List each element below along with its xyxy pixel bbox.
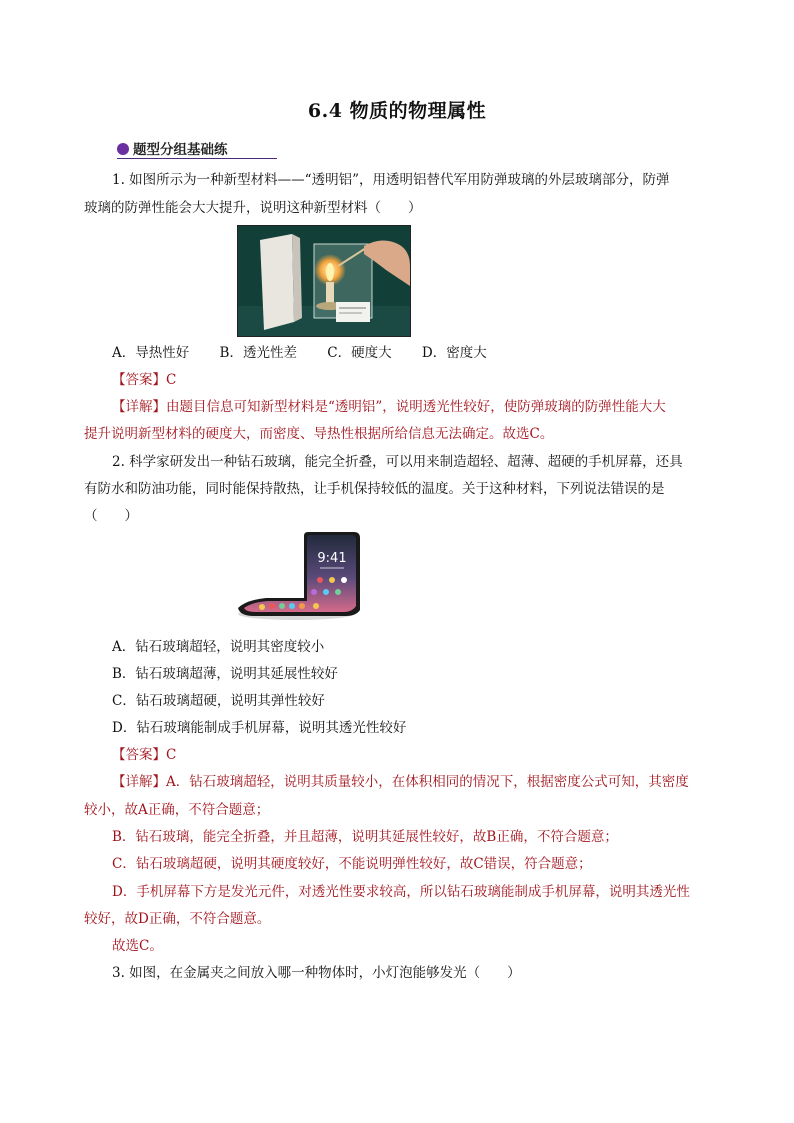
q1-stem-line2: 玻璃的防弹性能会大大提升，说明这种新型材料（ ） [84, 200, 422, 216]
q1-option-d: D．密度大 [421, 345, 487, 361]
section-heading [117, 138, 277, 159]
q1-detail-tag: 【详解】 [112, 399, 166, 415]
q2-detail-line5: D．手机屏幕下方是发光元件，对透光性要求较高，所以钻石玻璃能制成手机屏幕，说明其透光性 [112, 884, 690, 900]
transparent-aluminum-photo [237, 225, 411, 337]
q2-option-b: B．钻石玻璃超薄，说明其延展性较好 [112, 666, 338, 682]
foldable-phone-photo [236, 530, 366, 623]
q2-stem-line1: 2. 科学家研发出一种钻石玻璃，能完全折叠，可以用来制造超轻、超薄、超硬的手机屏幕，还具 [112, 454, 683, 470]
phone-clock: 9:41 [317, 551, 347, 566]
q3-stem-line1: 3. 如图，在金属夹之间放入哪一种物体时，小灯泡能够发光（ ） [112, 965, 521, 981]
q2-stem-line2: 有防水和防油功能，同时能保持散热，让手机保持较低的温度。关于这种材料，下列说法错误的是 [84, 481, 665, 497]
q1-answer-tag: 【答案】 [112, 372, 166, 388]
q2-answer-tag: 【答案】 [112, 747, 166, 763]
section-label: 题型分组基础练 [133, 142, 228, 158]
q2-stem-line3: （ ） [84, 508, 138, 524]
q1-stem-line1: 1. 如图所示为一种新型材料——“透明铝”，用透明铝替代军用防弹玻璃的外层玻璃部分，防弹 [112, 172, 670, 188]
q1-detail-line2: 提升说明新型材料的硬度大，而密度、导热性根据所给信息无法确定。故选C。 [84, 426, 554, 442]
q2-detail-text1: A．钻石玻璃超轻，说明其质量较小，在体积相同的情况下，根据密度公式可知，其密度 [166, 774, 689, 790]
q2-answer [112, 745, 742, 765]
q1-answer [112, 370, 742, 390]
q1-detail-line1 [112, 397, 742, 417]
q2-detail-line6: 较好，故D正确，不符合题意。 [84, 911, 271, 927]
q2-option-c: C．钻石玻璃超硬，说明其弹性较好 [112, 693, 325, 709]
q2-detail-line1 [112, 772, 742, 792]
page-title: 6.4 物质的物理属性 [307, 100, 487, 122]
q1-answer-value: C [166, 372, 177, 388]
q1-option-a: A．导热性好 [112, 345, 190, 361]
q1-option-c: C．硬度大 [327, 345, 392, 361]
bullet-dot-icon [117, 143, 129, 155]
q2-option-d: D．钻石玻璃能制成手机屏幕，说明其透光性较好 [112, 720, 407, 736]
q2-option-a: A．钻石玻璃超轻，说明其密度较小 [112, 639, 325, 655]
q2-detail-line4: C．钻石玻璃超硬，说明其硬度较好，不能说明弹性较好，故C错误，符合题意； [112, 856, 592, 872]
q2-detail-tag: 【详解】 [112, 774, 166, 790]
q1-options [112, 343, 742, 363]
q2-detail-line2: 较小，故A正确，不符合题意； [84, 802, 270, 818]
transparent-aluminum-illustration [238, 226, 410, 336]
foldable-phone-illustration [236, 530, 366, 623]
q2-detail-line3: B．钻石玻璃，能完全折叠，并且超薄，说明其延展性较好，故B正确，不符合题意； [112, 829, 618, 845]
q2-conclusion: 故选C。 [112, 938, 163, 954]
q2-answer-value: C [166, 747, 177, 763]
q1-detail-text1: 由题目信息可知新型材料是“透明铝”，说明透光性较好，使防弹玻璃的防弹性能大大 [166, 399, 666, 415]
q1-option-b: B．透光性差 [219, 345, 297, 361]
